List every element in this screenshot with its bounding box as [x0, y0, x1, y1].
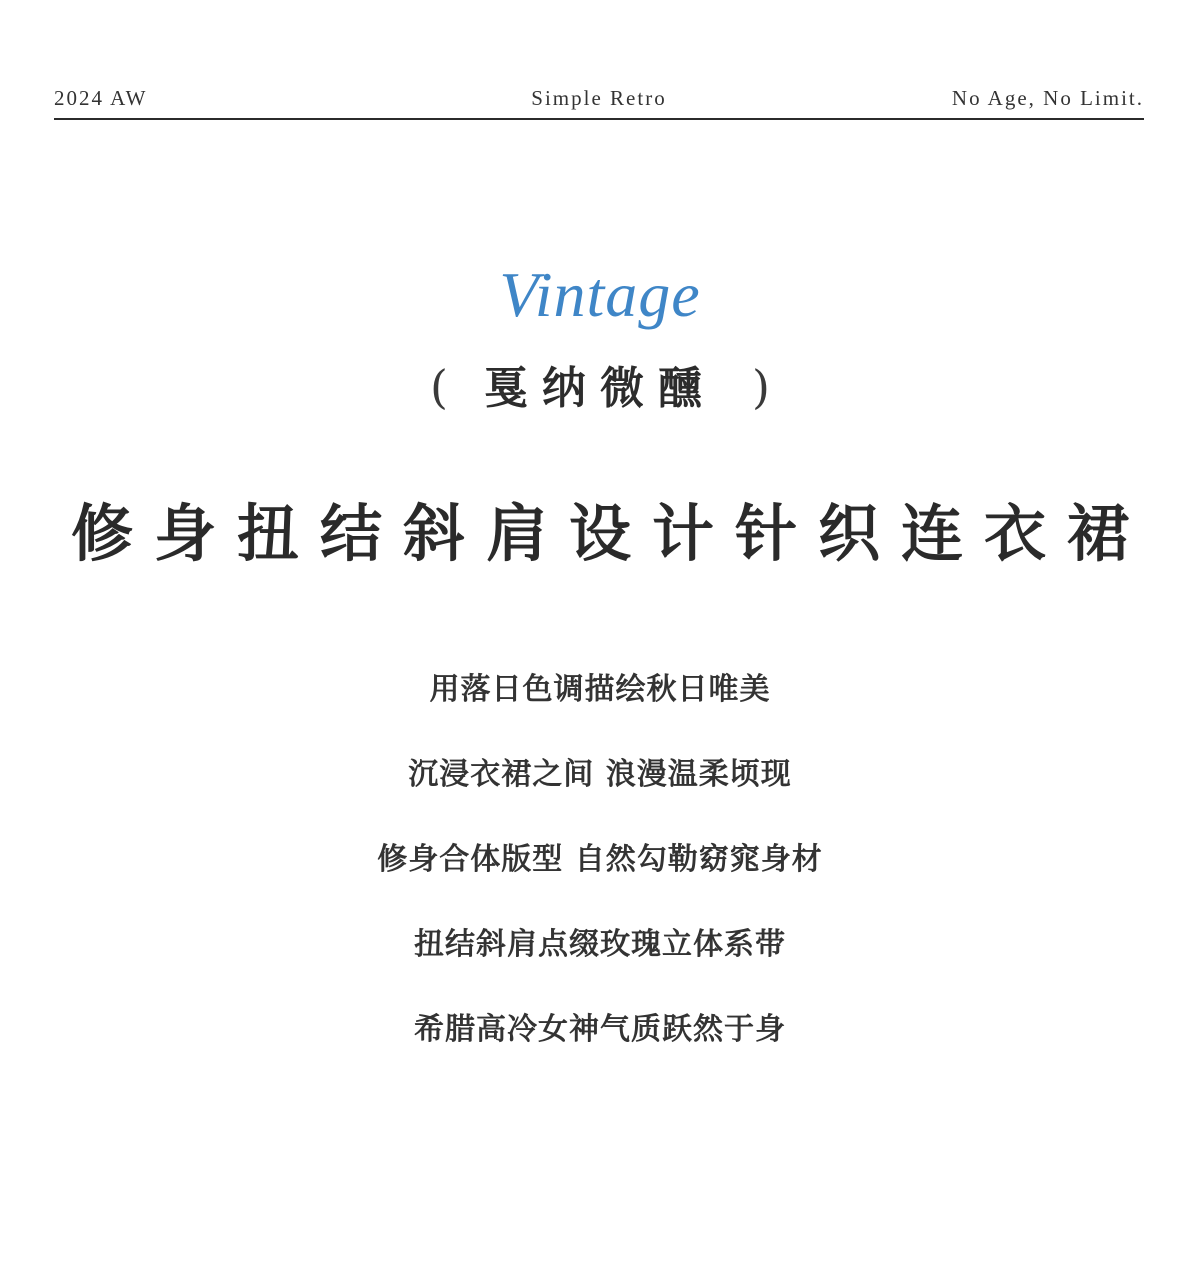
open-paren: ( — [430, 360, 448, 414]
page-header — [54, 84, 1144, 120]
collection-subtitle — [0, 352, 1200, 416]
slogan-label: No Age, No Limit. — [951, 86, 1144, 110]
feature-line: 用落日色调描绘秋日唯美 — [429, 672, 771, 707]
feature-line: 修身合体版型 自然勾勒窈窕身材 — [377, 842, 823, 877]
feature-line: 希腊高冷女神气质跃然于身 — [414, 1012, 786, 1047]
feature-list — [0, 664, 1200, 1089]
collection-name: 戛纳微醺 — [484, 363, 716, 414]
feature-line: 沉浸衣裙之间 浪漫温柔顷现 — [408, 757, 792, 792]
script-title: Vintage — [499, 259, 701, 330]
season-label: 2024 AW — [54, 86, 148, 110]
product-title: 修身扭结斜肩设计针织连衣裙 — [70, 497, 1150, 570]
feature-line: 扭结斜肩点缀玫瑰立体系带 — [414, 927, 786, 962]
style-label: Simple Retro — [531, 86, 667, 110]
close-paren: ) — [752, 360, 770, 414]
